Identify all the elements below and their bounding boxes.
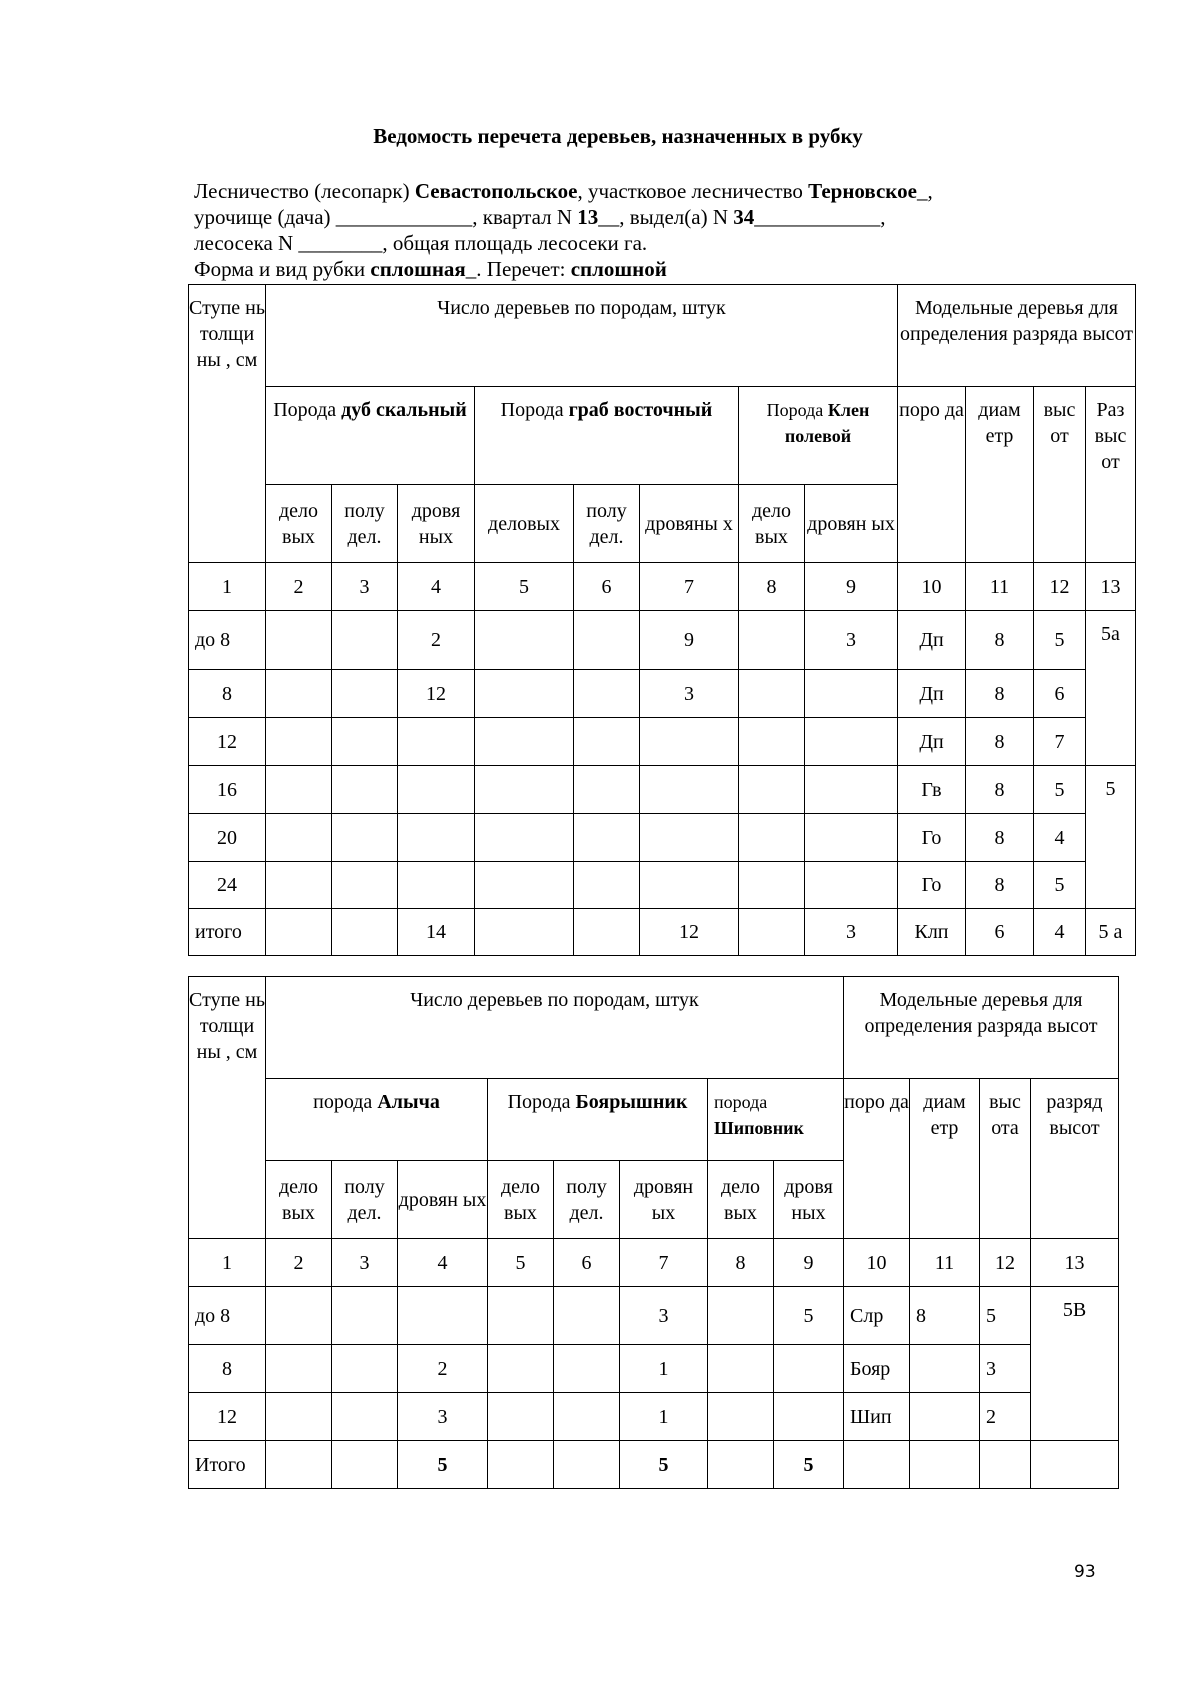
col-number: 12 — [1034, 563, 1086, 611]
table-row — [189, 814, 1136, 862]
table-row — [189, 1287, 1119, 1345]
stage-header: Ступе нь толщи ны , см — [189, 977, 266, 1239]
count-cell — [708, 1345, 774, 1393]
species-prefix: Порода — [766, 400, 828, 420]
model-col-diameter: диам етр — [910, 1079, 980, 1239]
header-text: , участковое лесничество — [577, 179, 809, 203]
count-cell — [475, 611, 574, 670]
total-label: Итого — [189, 1441, 266, 1489]
col-number: 7 — [640, 563, 739, 611]
model-species-cell: Бояр — [844, 1345, 910, 1393]
model-height-cell: 7 — [1034, 718, 1086, 766]
model-height-cell: 5 — [1034, 862, 1086, 909]
total-label: итого — [189, 909, 266, 956]
stage-header: Ступе нь толщи ны , см — [189, 285, 266, 563]
total-cell: 5 — [398, 1441, 488, 1489]
stage-cell: до 8 — [189, 1287, 266, 1345]
height-class-cell: 5а — [1086, 611, 1136, 766]
subcol-header: полу дел. — [332, 485, 398, 563]
table-row — [189, 766, 1136, 814]
model-height-cell: 5 — [1034, 611, 1086, 670]
model-species-cell: Дп — [898, 611, 966, 670]
total-cell — [475, 909, 574, 956]
count-cell — [266, 718, 332, 766]
count-cell: 2 — [398, 611, 475, 670]
header-text: Лесничество (лесопарк) — [194, 179, 415, 203]
count-cell — [266, 611, 332, 670]
stage-cell: до 8 — [189, 611, 266, 670]
count-cell — [398, 862, 475, 909]
total-cell — [554, 1441, 620, 1489]
model-species-cell: Дп — [898, 718, 966, 766]
subcol-header: дело вых — [488, 1161, 554, 1239]
count-cell — [774, 1393, 844, 1441]
species-prefix: Порода — [500, 399, 569, 421]
count-cell — [554, 1393, 620, 1441]
page-number: 93 — [1074, 1562, 1096, 1582]
header-text: урочище (дача) _____________, квартал N — [194, 205, 578, 229]
count-cell — [488, 1393, 554, 1441]
count-cell — [640, 862, 739, 909]
count-cell: 3 — [640, 670, 739, 718]
model-diameter-cell: 8 — [966, 611, 1034, 670]
stage-cell: 12 — [189, 1393, 266, 1441]
col-number: 7 — [620, 1239, 708, 1287]
species-name: Клен полевой — [784, 400, 870, 446]
count-cell — [332, 814, 398, 862]
table-row — [189, 718, 1136, 766]
count-cell — [475, 670, 574, 718]
model-diameter-cell: 8 — [966, 814, 1034, 862]
total-cell — [574, 909, 640, 956]
model-height-cell: 3 — [980, 1345, 1031, 1393]
table-row — [189, 670, 1136, 718]
subcol-header: дровя ных — [774, 1161, 844, 1239]
col-number: 8 — [739, 563, 805, 611]
model-species-cell: Дп — [898, 670, 966, 718]
col-number: 10 — [898, 563, 966, 611]
model-species-cell: Слр — [844, 1287, 910, 1345]
count-cell — [708, 1287, 774, 1345]
model-diameter-cell — [910, 1441, 980, 1489]
count-cell: 9 — [640, 611, 739, 670]
model-height-cell: 5 — [980, 1287, 1031, 1345]
col-number: 10 — [844, 1239, 910, 1287]
model-col-height-class: разряд высот — [1031, 1079, 1119, 1239]
count-cell — [574, 718, 640, 766]
total-cell — [332, 909, 398, 956]
species-header-hornbeam — [475, 387, 739, 485]
stage-cell: 16 — [189, 766, 266, 814]
count-cell — [739, 766, 805, 814]
count-cell — [266, 670, 332, 718]
species-header-cherry-plum — [266, 1079, 488, 1161]
header-line-area: лесосека N ________, общая площадь лесосеки га. — [194, 231, 648, 255]
count-cell: 2 — [398, 1345, 488, 1393]
model-col-height: выс от — [1034, 387, 1086, 563]
count-cell — [332, 1287, 398, 1345]
model-col-diameter: диам етр — [966, 387, 1034, 563]
count-cell — [739, 611, 805, 670]
tree-count-table-1 — [188, 284, 1136, 956]
count-cell — [266, 1345, 332, 1393]
model-height-cell: 2 — [980, 1393, 1031, 1441]
header-line-forestry — [194, 178, 1054, 204]
count-cell — [266, 1287, 332, 1345]
table-row — [189, 862, 1136, 909]
count-cell: 12 — [398, 670, 475, 718]
col-number: 8 — [708, 1239, 774, 1287]
model-diameter-cell: 8 — [966, 670, 1034, 718]
count-cell — [805, 670, 898, 718]
total-row — [189, 1441, 1119, 1489]
count-cell — [574, 670, 640, 718]
count-cell — [266, 1393, 332, 1441]
stage-cell: 12 — [189, 718, 266, 766]
stage-cell: 20 — [189, 814, 266, 862]
total-cell: 5 — [774, 1441, 844, 1489]
height-class-cell: 5 — [1086, 766, 1136, 909]
model-diameter-cell: 6 — [966, 909, 1034, 956]
count-cell — [332, 1345, 398, 1393]
count-cell — [640, 766, 739, 814]
count-cell — [475, 766, 574, 814]
col-number: 11 — [966, 563, 1034, 611]
subcol-header: дровян ых — [398, 1161, 488, 1239]
count-cell: 3 — [805, 611, 898, 670]
model-diameter-cell: 8 — [966, 862, 1034, 909]
model-diameter-cell: 8 — [966, 766, 1034, 814]
table-row — [189, 1345, 1119, 1393]
col-number: 6 — [554, 1239, 620, 1287]
stage-cell: 8 — [189, 670, 266, 718]
count-cell — [398, 766, 475, 814]
col-number: 2 — [266, 563, 332, 611]
model-height-cell: 4 — [1034, 814, 1086, 862]
col-number: 11 — [910, 1239, 980, 1287]
total-cell — [708, 1441, 774, 1489]
count-cell — [475, 718, 574, 766]
count-cell — [739, 862, 805, 909]
species-name: дуб скальный — [341, 399, 467, 421]
cut-form: сплошная — [370, 257, 466, 281]
species-prefix: Порода — [507, 1091, 576, 1113]
count-cell — [266, 862, 332, 909]
count-cell — [488, 1345, 554, 1393]
count-cell — [805, 814, 898, 862]
total-cell — [332, 1441, 398, 1489]
count-cell — [266, 814, 332, 862]
height-class-cell: 5В — [1031, 1287, 1119, 1441]
header-text: Форма и вид рубки — [194, 257, 371, 281]
model-diameter-cell: 8 — [966, 718, 1034, 766]
count-cell — [574, 766, 640, 814]
count-cell — [640, 718, 739, 766]
count-cell — [332, 766, 398, 814]
subcol-header: деловых — [475, 485, 574, 563]
count-cell — [805, 862, 898, 909]
count-cell: 1 — [620, 1393, 708, 1441]
count-cell: 3 — [398, 1393, 488, 1441]
document-header — [194, 178, 1054, 282]
model-col-species: поро да — [898, 387, 966, 563]
col-number: 12 — [980, 1239, 1031, 1287]
species-prefix: порода — [313, 1091, 378, 1113]
subcol-header: дровян ых — [620, 1161, 708, 1239]
col-number: 4 — [398, 563, 475, 611]
count-cell — [475, 862, 574, 909]
table-row — [189, 611, 1136, 670]
total-cell: 5 — [620, 1441, 708, 1489]
species-header-rosehip — [708, 1079, 844, 1161]
subcol-header: дровяны х — [640, 485, 739, 563]
subcol-header: дело вых — [708, 1161, 774, 1239]
district-name: Терновское — [808, 179, 917, 203]
count-cell — [554, 1287, 620, 1345]
header-text: _, — [916, 179, 933, 203]
column-numbers-row — [189, 1239, 1119, 1287]
count-cell: 3 — [620, 1287, 708, 1345]
species-header-oak — [266, 387, 475, 485]
header-text: _. Перечет: — [465, 257, 571, 281]
column-numbers-row — [189, 563, 1136, 611]
total-cell — [266, 909, 332, 956]
species-name: Шиповник — [714, 1118, 804, 1138]
col-number: 1 — [189, 1239, 266, 1287]
count-cell — [398, 814, 475, 862]
count-cell — [398, 718, 475, 766]
count-cell — [554, 1345, 620, 1393]
subcol-header: полу дел. — [574, 485, 640, 563]
count-header: Число деревьев по породам, штук — [266, 285, 898, 387]
model-col-height: выс ота — [980, 1079, 1031, 1239]
total-cell — [488, 1441, 554, 1489]
species-prefix: порода — [714, 1092, 768, 1112]
col-number: 3 — [332, 1239, 398, 1287]
stage-cell: 8 — [189, 1345, 266, 1393]
subcol-header: дело вых — [266, 1161, 332, 1239]
count-cell — [774, 1345, 844, 1393]
species-header-hawthorn — [488, 1079, 708, 1161]
species-name: граб восточный — [568, 399, 713, 421]
col-number: 6 — [574, 563, 640, 611]
model-col-species: поро да — [844, 1079, 910, 1239]
count-cell — [266, 766, 332, 814]
count-cell — [739, 670, 805, 718]
total-cell: 12 — [640, 909, 739, 956]
model-height-cell: 5 — [1034, 766, 1086, 814]
col-number: 3 — [332, 563, 398, 611]
header-line-cut-form — [194, 256, 1054, 282]
subcol-header: полу дел. — [332, 1161, 398, 1239]
model-species-cell: Гв — [898, 766, 966, 814]
count-cell — [574, 814, 640, 862]
model-height-cell: 6 — [1034, 670, 1086, 718]
model-diameter-cell: 8 — [910, 1287, 980, 1345]
model-diameter-cell — [910, 1393, 980, 1441]
count-cell — [640, 814, 739, 862]
model-species-cell: Го — [898, 862, 966, 909]
count-header: Число деревьев по породам, штук — [266, 977, 844, 1079]
species-header-maple — [739, 387, 898, 485]
col-number: 5 — [488, 1239, 554, 1287]
count-cell — [574, 611, 640, 670]
quarter-number: 13 — [577, 205, 599, 229]
count-cell — [332, 862, 398, 909]
table-row — [189, 1393, 1119, 1441]
model-trees-header: Модельные деревья для определения разряда высот — [844, 977, 1119, 1079]
count-cell — [739, 814, 805, 862]
tree-count-table-2 — [188, 976, 1119, 1489]
col-number: 13 — [1086, 563, 1136, 611]
count-cell: 5 — [774, 1287, 844, 1345]
species-name: Боярышник — [575, 1091, 688, 1113]
col-number: 1 — [189, 563, 266, 611]
col-number: 4 — [398, 1239, 488, 1287]
col-number: 2 — [266, 1239, 332, 1287]
model-species-cell: Го — [898, 814, 966, 862]
header-text: ____________, — [754, 205, 886, 229]
header-line-location — [194, 204, 1054, 230]
total-cell — [739, 909, 805, 956]
height-class-cell — [1031, 1441, 1119, 1489]
subcol-header: дело вых — [266, 485, 332, 563]
forestry-name: Севастопольское — [414, 179, 578, 203]
stage-cell: 24 — [189, 862, 266, 909]
count-cell — [805, 718, 898, 766]
count-cell — [332, 611, 398, 670]
total-cell — [266, 1441, 332, 1489]
col-number: 5 — [475, 563, 574, 611]
count-cell: 1 — [620, 1345, 708, 1393]
count-cell — [332, 670, 398, 718]
count-cell — [708, 1393, 774, 1441]
count-cell — [574, 862, 640, 909]
count-cell — [398, 1287, 488, 1345]
count-cell — [805, 766, 898, 814]
model-species-cell — [844, 1441, 910, 1489]
species-prefix: Порода — [273, 399, 342, 421]
col-number: 13 — [1031, 1239, 1119, 1287]
model-trees-header: Модельные деревья для определения разряда высот — [898, 285, 1136, 387]
height-class-cell: 5 а — [1086, 909, 1136, 956]
model-species-cell: Шип — [844, 1393, 910, 1441]
count-cell — [332, 1393, 398, 1441]
total-row — [189, 909, 1136, 956]
count-cell — [332, 718, 398, 766]
col-number: 9 — [805, 563, 898, 611]
subcol-header: полу дел. — [554, 1161, 620, 1239]
page-title: Ведомость перечета деревьев, назначенных в рубку — [373, 124, 863, 148]
total-cell: 14 — [398, 909, 475, 956]
subcol-header: дело вых — [739, 485, 805, 563]
section-number: 34 — [733, 205, 755, 229]
col-number: 9 — [774, 1239, 844, 1287]
header-text: __, выдел(а) N — [598, 205, 734, 229]
count-cell — [739, 718, 805, 766]
model-height-cell: 4 — [1034, 909, 1086, 956]
total-cell: 3 — [805, 909, 898, 956]
count-cell — [488, 1287, 554, 1345]
model-col-height-class: Раз выс от — [1086, 387, 1136, 563]
model-height-cell — [980, 1441, 1031, 1489]
model-species-cell: Клп — [898, 909, 966, 956]
count-type: сплошной — [570, 257, 667, 281]
subcol-header: дровян ых — [805, 485, 898, 563]
count-cell — [475, 814, 574, 862]
subcol-header: дровя ных — [398, 485, 475, 563]
species-name: Алыча — [377, 1091, 440, 1113]
model-diameter-cell — [910, 1345, 980, 1393]
